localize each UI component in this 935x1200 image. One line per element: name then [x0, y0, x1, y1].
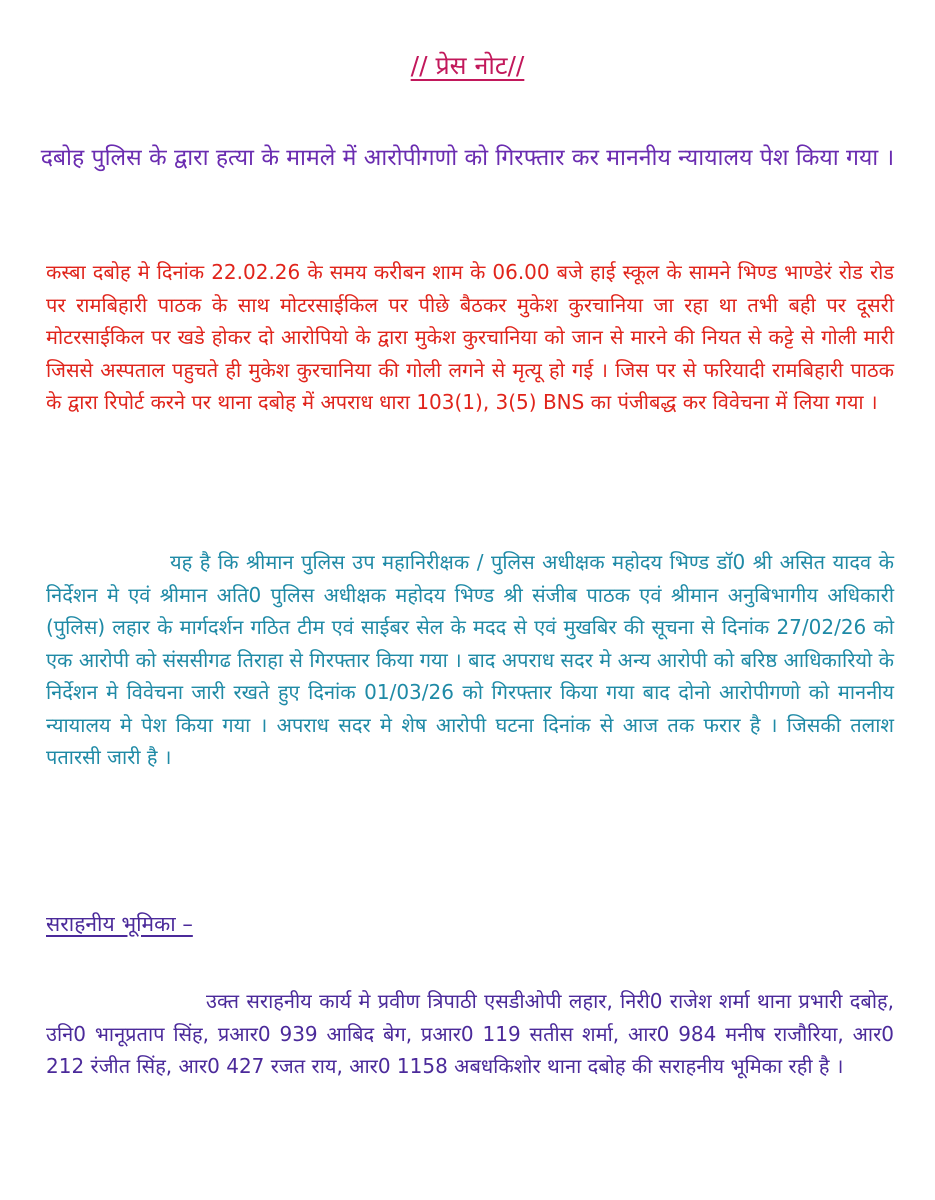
press-note-heading: // प्रेस नोट// — [410, 51, 525, 80]
incident-paragraph: कस्बा दबोह मे दिनांक 22.02.26 के समय करीबन शाम के 06.00 बजे हाई स्कूल के सामने भिण्ड भाण्डेरं रोड रोड पर रामबिहारी पाठक के साथ मोटरसाईकिल पर पीछे बैठकर मुकेश कुरचानिया जा रहा था तभी बही पर दूसरी मोटरसाईकिल पर खडे होकर दो आरोपियो के द्वारा मुकेश कुरचानिया को जान से मारने की नियत से कट्टे से गोली मारी जिससे अस्पताल पहुचते ही मुकेश कुरचानिया की गोली लगने से मृत्यू हो गई । जिस पर से फरियादी रामबिहारी पाठक के द्वारा रिपोर्ट करने पर थाना दबोह में अपराध धारा 103(1), 3(5) BNS का पंजीबद्ध कर विवेचना में लिया गया । — [46, 260, 894, 414]
press-note-subject: दबोह पुलिस के द्वारा हत्या के मामले में आरोपीगणो को गिरफ्तार कर माननीय न्यायालय पेश किया गया । — [40, 145, 895, 171]
credits-title: सराहनीय भूमिका – — [46, 912, 193, 936]
investigation-paragraph: यह है कि श्रीमान पुलिस उप महानिरीक्षक / पुलिस अधीक्षक महोदय भिण्ड डॉ0 श्री असित यादव के निर्देशन मे एवं श्रीमान अति0 पुलिस अधीक्षक महोदय भिण्ड श्री संजीब पाठक एवं श्रीमान अनुबिभागीय अधिकारी (पुलिस) लहार के मार्गदर्शन गठित टीम एवं साईबर सेल के मदद से एवं मुखबिर की सूचना से दिनांक 27/02/26 को एक आरोपी को संससीगढ तिराहा से गिरफ्तार किया गया । बाद अपराध सदर मे अन्य आरोपी को बरिष्ठ आधिकारियो के निर्देशन मे विवेचना जारी रखते हुए दिनांक 01/03/26 को गिरफ्तार किया गया बाद दोनो आरोपीगणो को माननीय न्यायालय मे पेश किया गया । अपराध सदर मे शेष आरोपी घटना दिनांक से आज तक फरार है । जिसकी तलाश पतारसी जारी है । — [46, 550, 894, 769]
credits-paragraph: उक्त सराहनीय कार्य मे प्रवीण त्रिपाठी एसडीओपी लहार, निरी0 राजेश शर्मा थाना प्रभारी दबोह, उनि0 भानूप्रताप सिंह, प्रआर0 939 आबिद बेग, प्रआर0 119 सतीस शर्मा, आर0 984 मनीष राजौरिया, आर0 212 रंजीत सिंह, आर0 427 रजत राय, आर0 1158 अबधकिशोर थाना दबोह की सराहनीय भूमिका रही है । — [46, 989, 894, 1078]
